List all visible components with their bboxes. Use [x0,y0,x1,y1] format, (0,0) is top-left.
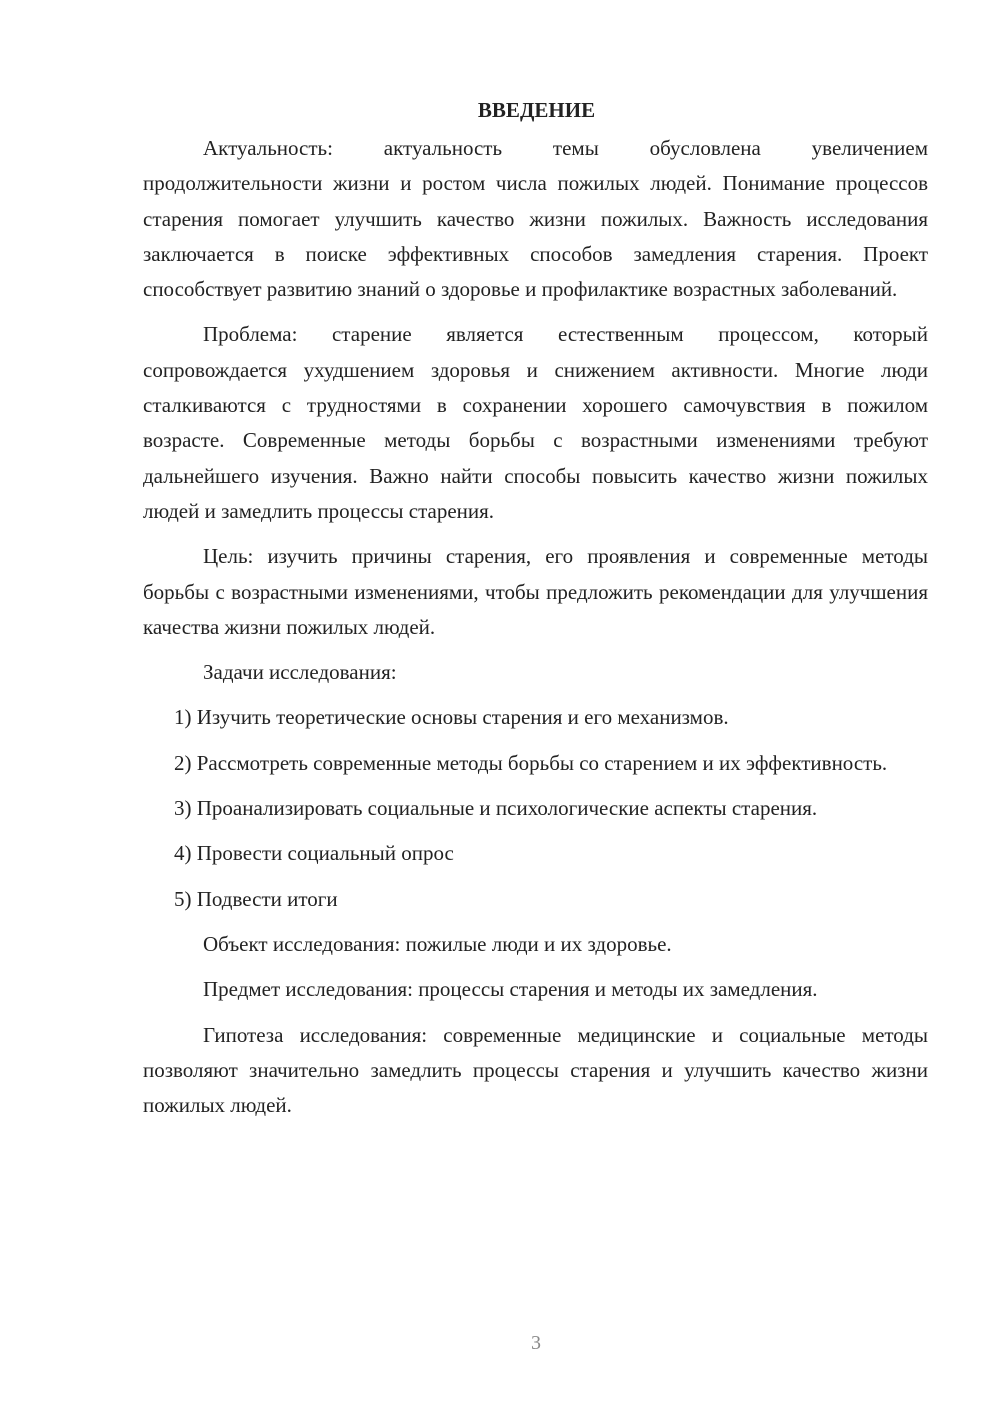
page-number: 3 [531,1332,541,1354]
task-item-2: 2) Рассмотреть современные методы борьбы со старением и их эффективность. [174,750,888,775]
document-page [143,92,928,1133]
problem-paragraph: Проблема: старение является естественным процессом, который сопровождается ухудшением здоровья и снижением активности. Многие люди сталкиваются с трудностями в сохранении хорошего самочувствия в пожилом возрасте. Современные методы борьбы с возрастными изменениями требуют дальнейшего изучения. Важно найти способы повысить качество жизни пожилых людей и замедлить процессы старения. [143,322,928,523]
goal-paragraph: Цель: изучить причины старения, его проявления и современные методы борьбы с возрастными изменениями, чтобы предложить рекомендации для улучшения качества жизни пожилых людей. [143,544,928,639]
task-item-4: 4) Провести социальный опрос [174,841,454,866]
tasks-heading: Задачи исследования: [203,660,397,685]
task-item-3: 3) Проанализировать социальные и психологические аспекты старения. [174,796,818,821]
research-subject-paragraph: Предмет исследования: процессы старения и методы их замедления. [203,977,818,1002]
task-item-1: 1) Изучить теоретические основы старения и его механизмов. [174,705,729,730]
research-object-paragraph: Объект исследования: пожилые люди и их здоровье. [203,931,672,956]
hypothesis-paragraph: Гипотеза исследования: современные медицинские и социальные методы позволяют значительно замедлить процессы старения и улучшить качество жизни пожилых людей. [143,1022,928,1118]
task-item-5: 5) Подвести итоги [174,886,338,911]
page-title: ВВЕДЕНИЕ [477,98,596,122]
relevance-paragraph: Актуальность: актуальность темы обусловлена увеличением продолжительности жизни и ростом числа пожилых людей. Понимание процессов старения помогает улучшить качество жизни пожилых. Важность исследования заключается в поиске эффективных способов замедления старения. Проект способствует развитию знаний о здоровье и профилактике возрастных заболеваний. [143,136,928,302]
